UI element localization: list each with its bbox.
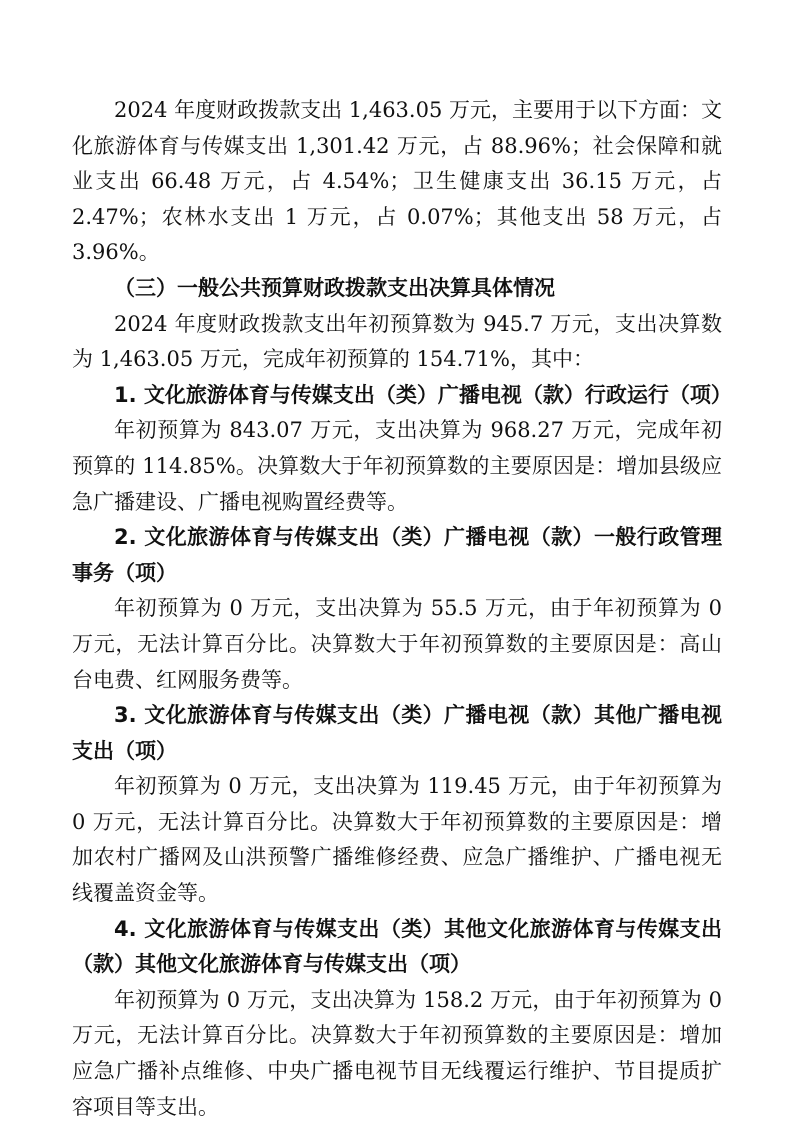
item-body-3: 年初预算为 0 万元，支出决算为 119.45 万元，由于年初预算为 0 万元，无法计算百分比。决算数大于年初预算数的主要原因是：增加农村广播网及山洪预警广播维修经费、应急广播维护、广播电视无线覆盖资金等。 — [72, 774, 722, 906]
item-body-4: 年初预算为 0 万元，支出决算为 158.2 万元，由于年初预算为 0 万元，无法计算百分比。决算数大于年初预算数的主要原因是：增加应急广播补点维修、中央广播电视节目无线覆运行维护、节目提质扩容项目等支出。 — [72, 987, 722, 1119]
paragraph-budget-summary: 2024 年度财政拨款支出年初预算数为 945.7 万元，支出决算数为 1,463.05 万元，完成年初预算的 154.71%，其中： — [72, 311, 722, 372]
item-heading-3: 3. 文化旅游体育与传媒支出（类）广播电视（款）其他广播电视支出（项） — [72, 703, 722, 763]
paragraph-total-expenditure: 2024 年度财政拨款支出 1,463.05 万元，主要用于以下方面：文化旅游体育与传媒支出 1,301.42 万元，占 88.96%；社会保障和就业支出 66.48 万元，占 4.54%；卫生健康支出 36.15 万元，占 2.47%；农林水支出 1 万元，占 0.07%；其他支出 58 万元，占 3.96%。 — [72, 98, 722, 265]
item-heading-2: 2. 文化旅游体育与传媒支出（类）广播电视（款）一般行政管理事务（项） — [72, 525, 722, 585]
document-page — [72, 93, 732, 1125]
item-body-1: 年初预算为 843.07 万元，支出决算为 968.27 万元，完成年初预算的 114.85%。决算数大于年初预算数的主要原因是：增加县级应急广播建设、广播电视购置经费等。 — [72, 418, 722, 514]
item-heading-1: 1. 文化旅游体育与传媒支出（类）广播电视（款）行政运行（项） — [114, 382, 732, 407]
section-heading-3: （三）一般公共预算财政拨款支出决算具体情况 — [114, 275, 555, 300]
item-heading-4: 4. 文化旅游体育与传媒支出（类）其他文化旅游体育与传媒支出（款）其他文化旅游体育与传媒支出（项） — [72, 916, 722, 977]
item-body-2: 年初预算为 0 万元，支出决算为 55.5 万元，由于年初预算为 0 万元，无法计算百分比。决算数大于年初预算数的主要原因是：高山台电费、红网服务费等。 — [72, 596, 722, 692]
